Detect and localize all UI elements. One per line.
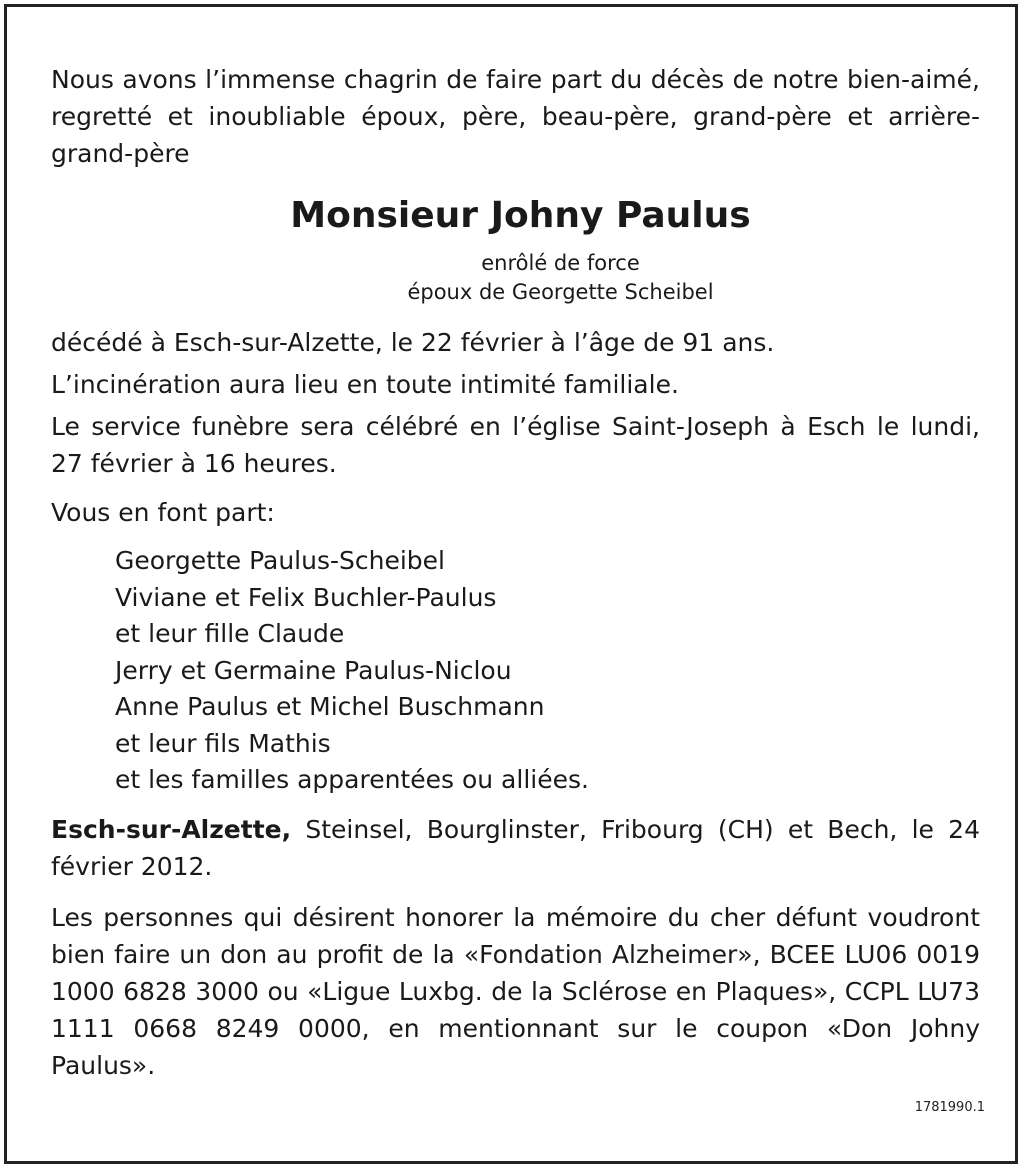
family-list <box>51 543 980 799</box>
subtitle-conscripted: enrôlé de force <box>481 251 640 275</box>
place-and-date <box>51 811 980 885</box>
reference-number: 1781990.1 <box>914 1100 985 1115</box>
donation-paragraph: Les personnes qui désirent honorer la mémoire du cher défunt voudront bien faire un don au profit de la «Fondation Alzheimer», BCEE LU06 0019 1000 6828 3000 ou «Ligue Luxbg. de la Sclérose en Plaques», CCPL LU73 1111 0668 8249 0000, en mentionnant sur le coupon «Don Johny Paulus». <box>51 902 980 1080</box>
place-bold: Esch-sur-Alzette, <box>51 814 292 844</box>
deceased-name: Monsieur Johny Paulus <box>290 195 751 236</box>
family-member: Viviane et Felix Buchler-Paulus <box>115 582 497 612</box>
subtitle-spouse: époux de Georgette Scheibel <box>407 280 714 304</box>
cremation-note: L’incinération aura lieu en toute intimité familiale. <box>51 370 679 399</box>
family-member: Jerry et Germaine Paulus-Niclou <box>115 655 512 685</box>
notice-content <box>51 61 980 1084</box>
family-member: Georgette Paulus-Scheibel <box>115 546 446 575</box>
death-details: décédé à Esch-sur-Alzette, le 22 février à l’âge de 91 ans. <box>51 328 775 357</box>
family-member: et leur fils Mathis <box>115 728 331 758</box>
family-member: et les familles apparentées ou alliées. <box>115 765 589 794</box>
family-member: Anne Paulus et Michel Buschmann <box>115 692 545 721</box>
announce-heading: Vous en font part: <box>51 498 275 527</box>
funeral-service: Le service funèbre sera célébré en l’église Saint-Joseph à Esch le lundi, 27 février à 16 heures. <box>51 412 980 478</box>
intro-paragraph: Nous avons l’immense chagrin de faire part du décès de notre bien-aimé, regretté et inoubliable époux, père, beau-père, grand-père et arrière-grand-père <box>51 65 980 168</box>
place-rest: Steinsel, Bourglinster, Fribourg (CH) et Bech, le 24 février 2012. <box>51 814 980 881</box>
notice-frame <box>4 4 1018 1164</box>
family-member: et leur fille Claude <box>115 619 345 648</box>
